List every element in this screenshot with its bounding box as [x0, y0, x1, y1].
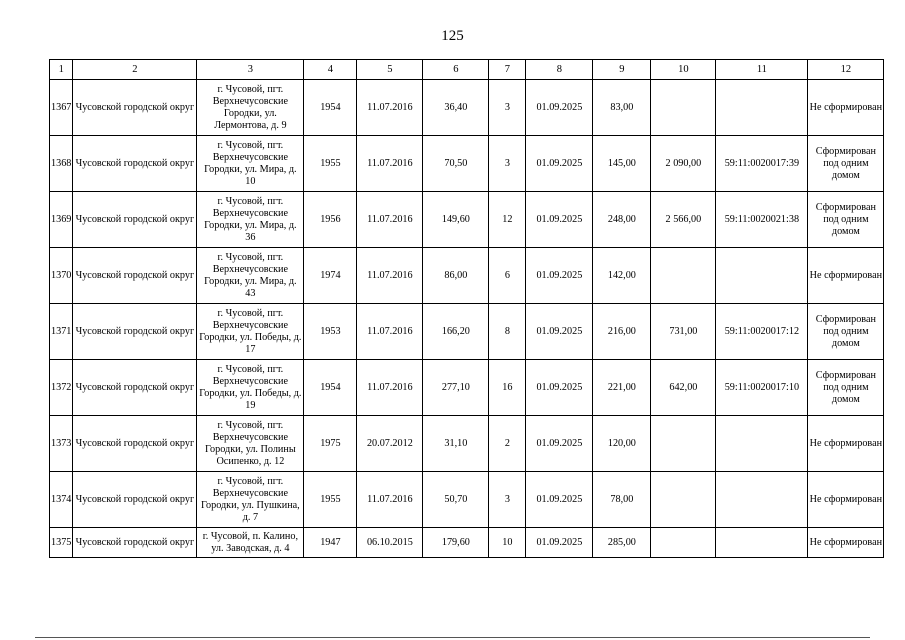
cell-municipality: Чусовской городской округ	[73, 304, 197, 360]
cell-col9-value: 285,00	[593, 528, 651, 558]
cell-area: 277,10	[423, 360, 489, 416]
column-header: 11	[716, 60, 808, 80]
cell-date-col8: 01.09.2025	[526, 192, 593, 248]
cell-municipality: Чусовской городской округ	[73, 248, 197, 304]
cell-area: 179,60	[423, 528, 489, 558]
cell-year-built: 1955	[304, 472, 357, 528]
cell-year-built: 1954	[304, 360, 357, 416]
cell-land-status: Не сформирован	[808, 248, 884, 304]
cell-col7-count: 3	[489, 472, 526, 528]
cell-municipality: Чусовской городской округ	[73, 528, 197, 558]
cell-municipality: Чусовской городской округ	[73, 192, 197, 248]
cell-col7-count: 16	[489, 360, 526, 416]
cell-cadastral-number: 59:11:0020017:39	[716, 136, 808, 192]
cell-row-number: 1375	[50, 528, 73, 558]
cell-row-number: 1368	[50, 136, 73, 192]
cell-land-status: Сформирован под одним домом	[808, 192, 884, 248]
column-header: 1	[50, 60, 73, 80]
cell-year-built: 1975	[304, 416, 357, 472]
cell-area: 31,10	[423, 416, 489, 472]
cell-area: 50,70	[423, 472, 489, 528]
cell-cadastral-number	[716, 528, 808, 558]
cell-date-col5: 11.07.2016	[357, 248, 423, 304]
cell-land-area: 2 090,00	[651, 136, 716, 192]
cell-land-area: 2 566,00	[651, 192, 716, 248]
cell-date-col5: 06.10.2015	[357, 528, 423, 558]
cell-year-built: 1953	[304, 304, 357, 360]
cell-cadastral-number	[716, 416, 808, 472]
cell-col9-value: 221,00	[593, 360, 651, 416]
cell-land-status: Сформирован под одним домом	[808, 360, 884, 416]
cell-municipality: Чусовской городской округ	[73, 416, 197, 472]
column-header: 9	[593, 60, 651, 80]
cell-address: г. Чусовой, пгт. Верхнечусовские Городки, ул. Пушкина, д. 7	[197, 472, 304, 528]
cell-col7-count: 6	[489, 248, 526, 304]
cell-row-number: 1372	[50, 360, 73, 416]
scan-edge-line	[35, 637, 870, 638]
cell-col9-value: 120,00	[593, 416, 651, 472]
cell-land-area	[651, 416, 716, 472]
cell-date-col8: 01.09.2025	[526, 416, 593, 472]
table-row	[50, 472, 884, 528]
cell-cadastral-number: 59:11:0020017:10	[716, 360, 808, 416]
cell-address: г. Чусовой, пгт. Верхнечусовские Городки, ул. Лермонтова, д. 9	[197, 80, 304, 136]
cell-date-col8: 01.09.2025	[526, 304, 593, 360]
cell-cadastral-number	[716, 80, 808, 136]
column-header: 2	[73, 60, 197, 80]
cell-land-area: 731,00	[651, 304, 716, 360]
cell-col9-value: 216,00	[593, 304, 651, 360]
cell-municipality: Чусовской городской округ	[73, 80, 197, 136]
column-header: 6	[423, 60, 489, 80]
cell-row-number: 1369	[50, 192, 73, 248]
cell-date-col8: 01.09.2025	[526, 248, 593, 304]
cell-date-col8: 01.09.2025	[526, 472, 593, 528]
cell-col7-count: 2	[489, 416, 526, 472]
cell-date-col8: 01.09.2025	[526, 528, 593, 558]
column-header: 12	[808, 60, 884, 80]
cell-year-built: 1954	[304, 80, 357, 136]
cell-date-col8: 01.09.2025	[526, 80, 593, 136]
cell-cadastral-number	[716, 248, 808, 304]
column-header: 7	[489, 60, 526, 80]
cell-row-number: 1374	[50, 472, 73, 528]
cell-land-area	[651, 248, 716, 304]
cell-land-status: Не сформирован	[808, 472, 884, 528]
cell-address: г. Чусовой, пгт. Верхнечусовские Городки, ул. Полины Осипенко, д. 12	[197, 416, 304, 472]
cell-municipality: Чусовской городской округ	[73, 136, 197, 192]
cell-date-col5: 11.07.2016	[357, 304, 423, 360]
cell-municipality: Чусовской городской округ	[73, 360, 197, 416]
cell-year-built: 1955	[304, 136, 357, 192]
cell-col9-value: 145,00	[593, 136, 651, 192]
cell-date-col5: 11.07.2016	[357, 472, 423, 528]
column-header: 4	[304, 60, 357, 80]
cell-land-area: 642,00	[651, 360, 716, 416]
cell-row-number: 1367	[50, 80, 73, 136]
cell-col7-count: 12	[489, 192, 526, 248]
cell-area: 166,20	[423, 304, 489, 360]
column-header: 8	[526, 60, 593, 80]
cell-area: 149,60	[423, 192, 489, 248]
cell-address: г. Чусовой, пгт. Верхнечусовские Городки, ул. Мира, д. 43	[197, 248, 304, 304]
cell-date-col5: 11.07.2016	[357, 360, 423, 416]
page-number: 125	[441, 28, 464, 44]
table-row	[50, 528, 884, 558]
cell-col7-count: 3	[489, 136, 526, 192]
cell-year-built: 1974	[304, 248, 357, 304]
cell-year-built: 1947	[304, 528, 357, 558]
cell-address: г. Чусовой, п. Калино, ул. Заводская, д. 4	[197, 528, 304, 558]
cell-area: 86,00	[423, 248, 489, 304]
cell-col7-count: 3	[489, 80, 526, 136]
cell-area: 36,40	[423, 80, 489, 136]
cell-date-col5: 20.07.2012	[357, 416, 423, 472]
table-row	[50, 192, 884, 248]
table-row	[50, 416, 884, 472]
cell-date-col8: 01.09.2025	[526, 360, 593, 416]
cell-date-col8: 01.09.2025	[526, 136, 593, 192]
cell-col7-count: 10	[489, 528, 526, 558]
cell-land-area	[651, 472, 716, 528]
cell-row-number: 1371	[50, 304, 73, 360]
registry-table	[49, 59, 884, 558]
cell-land-status: Сформирован под одним домом	[808, 136, 884, 192]
cell-date-col5: 11.07.2016	[357, 136, 423, 192]
cell-col9-value: 83,00	[593, 80, 651, 136]
table-row	[50, 360, 884, 416]
cell-address: г. Чусовой, пгт. Верхнечусовские Городки, ул. Победы, д. 19	[197, 360, 304, 416]
cell-municipality: Чусовской городской округ	[73, 472, 197, 528]
cell-land-area	[651, 528, 716, 558]
table-row	[50, 304, 884, 360]
cell-land-status: Не сформирован	[808, 416, 884, 472]
cell-col7-count: 8	[489, 304, 526, 360]
table-row	[50, 80, 884, 136]
cell-cadastral-number	[716, 472, 808, 528]
cell-address: г. Чусовой, пгт. Верхнечусовские Городки, ул. Победы, д. 17	[197, 304, 304, 360]
cell-year-built: 1956	[304, 192, 357, 248]
cell-land-status: Не сформирован	[808, 80, 884, 136]
cell-date-col5: 11.07.2016	[357, 80, 423, 136]
column-header: 3	[197, 60, 304, 80]
cell-land-area	[651, 80, 716, 136]
cell-address: г. Чусовой, пгт. Верхнечусовские Городки, ул. Мира, д. 36	[197, 192, 304, 248]
cell-land-status: Не сформирован	[808, 528, 884, 558]
cell-col9-value: 78,00	[593, 472, 651, 528]
cell-land-status: Сформирован под одним домом	[808, 304, 884, 360]
cell-col9-value: 248,00	[593, 192, 651, 248]
cell-date-col5: 11.07.2016	[357, 192, 423, 248]
cell-cadastral-number: 59:11:0020021:38	[716, 192, 808, 248]
cell-col9-value: 142,00	[593, 248, 651, 304]
table-row	[50, 248, 884, 304]
table-row	[50, 136, 884, 192]
cell-address: г. Чусовой, пгт. Верхнечусовские Городки, ул. Мира, д. 10	[197, 136, 304, 192]
table-header-row	[50, 60, 884, 80]
cell-cadastral-number: 59:11:0020017:12	[716, 304, 808, 360]
cell-row-number: 1373	[50, 416, 73, 472]
cell-area: 70,50	[423, 136, 489, 192]
cell-row-number: 1370	[50, 248, 73, 304]
column-header: 5	[357, 60, 423, 80]
column-header: 10	[651, 60, 716, 80]
